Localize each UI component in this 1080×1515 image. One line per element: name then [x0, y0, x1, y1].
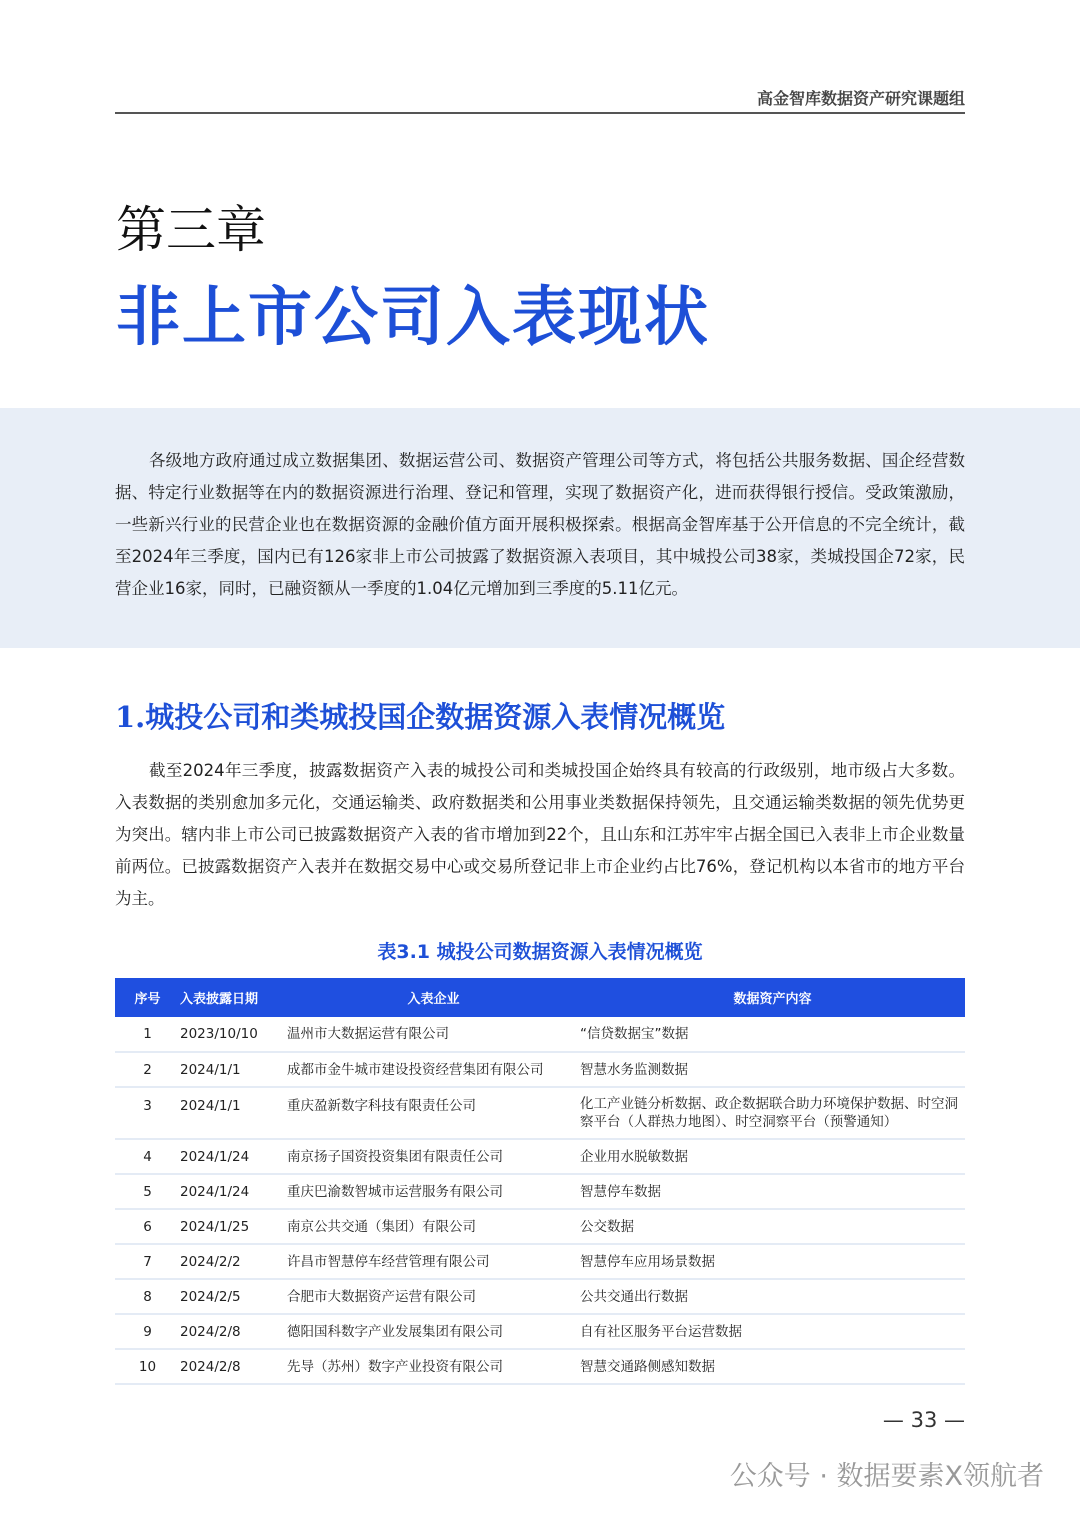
row-content: 企业用水脱敏数据	[580, 1139, 965, 1174]
chapter-number: 第三章	[116, 201, 266, 259]
row-index: 6	[115, 1209, 180, 1244]
row-index: 5	[115, 1174, 180, 1209]
table-row	[115, 1017, 965, 1052]
section-paragraph: 截至2024年三季度，披露数据资产入表的城投公司和类城投国企始终具有较高的行政级别，地市级占大多数。入表数据的类别愈加多元化，交通运输类、政府数据类和公用事业类数据保持领先，且交通运输类数据的领先优势更为突出。辖内非上市公司已披露数据资产入表的省市增加到22个，且山东和江苏牢牢占据全国已入表非上市企业数量前两位。已披露数据资产入表并在数据交易中心或交易所登记非上市企业约占比76%，登记机构以本省市的地方平台为主。	[115, 761, 965, 908]
row-content: 智慧水务监测数据	[580, 1052, 965, 1087]
intro-paragraph: 各级地方政府通过成立数据集团、数据运营公司、数据资产管理公司等方式，将包括公共服务数据、国企经营数据、特定行业数据等在内的数据资源进行治理、登记和管理，实现了数据资产化，进而获得银行授信。受政策激励，一些新兴行业的民营企业也在数据资源的金融价值方面开展积极探索。根据高金智库基于公开信息的不完全统计，截至2024年三季度，国内已有126家非上市公司披露了数据资源入表项目，其中城投公司38家，类城投国企72家，民营企业16家，同时，已融资额从一季度的1.04亿元增加到三季度的5.11亿元。	[115, 451, 965, 598]
col-header-index: 序号	[115, 978, 180, 1017]
chapter-title: 非上市公司入表现状	[116, 281, 710, 355]
col-header-content: 数据资产内容	[580, 978, 965, 1017]
row-index: 1	[115, 1017, 180, 1052]
row-date: 2024/1/1	[180, 1087, 287, 1139]
table-caption: 表3.1 城投公司数据资源入表情况概览	[377, 941, 703, 963]
row-index: 10	[115, 1349, 180, 1384]
row-date: 2023/10/10	[180, 1017, 287, 1052]
row-company: 合肥市大数据资产运营有限公司	[287, 1279, 580, 1314]
page-number: — 33 —	[882, 1408, 965, 1432]
row-content: 智慧停车应用场景数据	[580, 1244, 965, 1279]
row-content: 智慧停车数据	[580, 1174, 965, 1209]
row-date: 2024/1/1	[180, 1052, 287, 1087]
row-date: 2024/1/25	[180, 1209, 287, 1244]
row-company: 温州市大数据运营有限公司	[287, 1017, 580, 1052]
row-content: “信贷数据宝”数据	[580, 1017, 965, 1052]
row-company: 许昌市智慧停车经营管理有限公司	[287, 1244, 580, 1279]
table-row	[115, 1087, 965, 1139]
row-company: 南京公共交通（集团）有限公司	[287, 1209, 580, 1244]
table-row	[115, 1279, 965, 1314]
watermark: 公众号 · 数据要素X领航者	[729, 1461, 1044, 1492]
row-company: 先导（苏州）数字产业投资有限公司	[287, 1349, 580, 1384]
col-header-company: 入表企业	[287, 978, 580, 1017]
row-company: 重庆盈新数字科技有限责任公司	[287, 1087, 580, 1139]
row-date: 2024/2/8	[180, 1349, 287, 1384]
row-content: 化工产业链分析数据、政企数据联合助力环境保护数据、时空洞察平台（人群热力地图）、时空洞察平台（预警通知）	[580, 1087, 965, 1139]
table-row	[115, 1139, 965, 1174]
row-date: 2024/2/5	[180, 1279, 287, 1314]
row-index: 4	[115, 1139, 180, 1174]
col-header-date: 入表披露日期	[180, 978, 287, 1017]
row-content: 自有社区服务平台运营数据	[580, 1314, 965, 1349]
data-table	[115, 978, 965, 1385]
row-index: 9	[115, 1314, 180, 1349]
row-index: 8	[115, 1279, 180, 1314]
row-index: 7	[115, 1244, 180, 1279]
row-company: 成都市金牛城市建设投资经营集团有限公司	[287, 1052, 580, 1087]
row-company: 南京扬子国资投资集团有限责任公司	[287, 1139, 580, 1174]
table-row	[115, 1314, 965, 1349]
row-content: 公共交通出行数据	[580, 1279, 965, 1314]
row-company: 重庆巴渝数智城市运营服务有限公司	[287, 1174, 580, 1209]
header-divider	[115, 112, 965, 114]
row-date: 2024/1/24	[180, 1139, 287, 1174]
table-row	[115, 1174, 965, 1209]
row-index: 2	[115, 1052, 180, 1087]
row-company: 德阳国科数字产业发展集团有限公司	[287, 1314, 580, 1349]
section-heading: 1.城投公司和类城投国企数据资源入表情况概览	[115, 700, 726, 734]
row-content: 公交数据	[580, 1209, 965, 1244]
row-date: 2024/2/2	[180, 1244, 287, 1279]
report-header: 高金智库数据资产研究课题组	[756, 89, 965, 108]
table-row	[115, 1052, 965, 1087]
table-row	[115, 1244, 965, 1279]
row-date: 2024/1/24	[180, 1174, 287, 1209]
row-content: 智慧交通路侧感知数据	[580, 1349, 965, 1384]
table-header-row	[115, 978, 965, 1017]
row-index: 3	[115, 1087, 180, 1139]
table-row	[115, 1349, 965, 1384]
row-date: 2024/2/8	[180, 1314, 287, 1349]
table-row	[115, 1209, 965, 1244]
